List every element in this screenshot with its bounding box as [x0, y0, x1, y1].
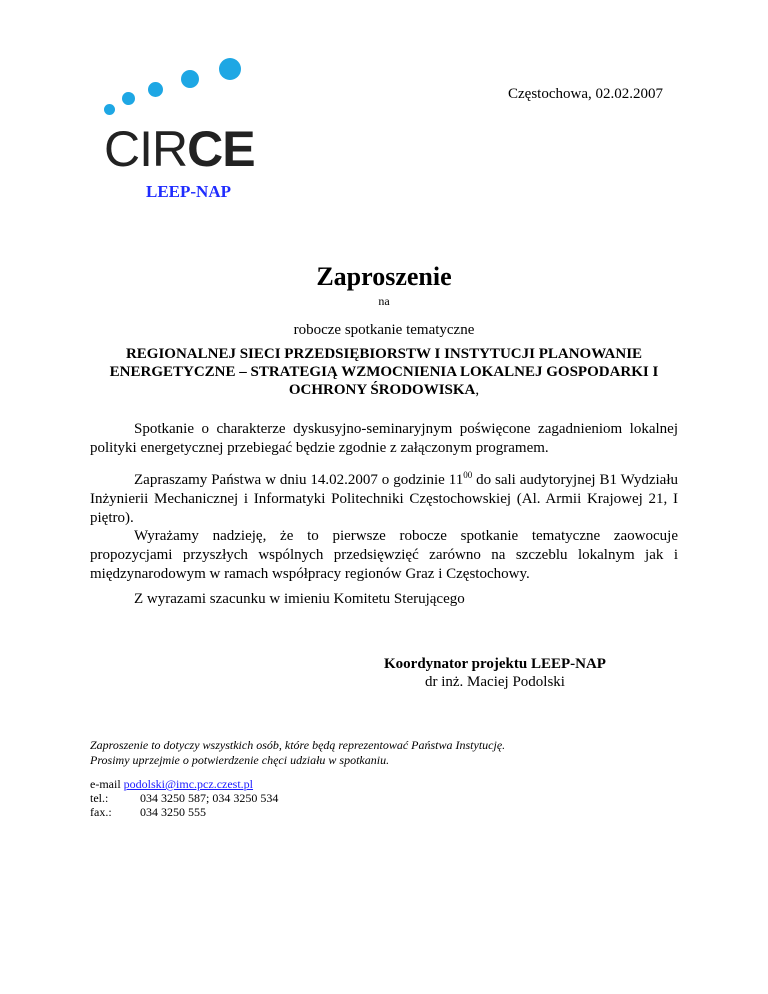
invitation-time-sup: 00: [463, 470, 473, 480]
logo-text-thin: CIR: [104, 121, 188, 177]
signature-role: Koordynator projektu LEEP-NAP: [384, 656, 606, 672]
place-date: Częstochowa, 02.02.2007: [508, 86, 663, 102]
tel-value: 034 3250 587; 034 3250 534: [140, 791, 279, 805]
confirmation-note: [90, 738, 505, 768]
logo-dot: [122, 92, 135, 105]
paragraph-purpose: Spotkanie o charakterze dyskusyjno-seminaryjnym poświęcone zagadnieniom lokalnej polityki energetycznej przebiegać będzie zgodnie z załączonym programem.: [90, 421, 678, 456]
title-sub: na: [378, 294, 390, 308]
email-row: [90, 777, 278, 791]
signature-name: dr inż. Maciej Podolski: [424, 674, 565, 690]
logo-dot: [181, 70, 199, 88]
invitation-text-after: do sali audytoryjnej B1 Wydziału Inżynierii Mechanicznej i Informatyki Politechniki Częstochowskiej (Al. Armii Krajowej 21, I piętro).: [90, 472, 678, 526]
invitation-text-before: Zapraszamy Państwa w dniu 14.02.2007 o godzinie 11: [134, 472, 464, 488]
signature-block: [384, 655, 606, 691]
paragraph-invitation: [90, 466, 678, 528]
logo-wordmark: [104, 121, 255, 177]
note-line-2: Prosimy uprzejmie o potwierdzenie chęci udziału w spotkaniu.: [90, 753, 390, 767]
fax-row: [90, 805, 278, 819]
fax-value: 034 3250 555: [140, 805, 206, 819]
paragraph-hope: Wyrażamy nadzieję, że to pierwsze robocze spotkanie tematyczne zaowocuje propozycjami przyszłych wspólnych przedsięwzięć zarówno na szczeblu lokalnym jak i międzynarodowym w ramach współpracy regionów Graz i Częstochowy.: [90, 528, 678, 582]
project-name: LEEP-NAP: [146, 182, 231, 201]
heading-text: REGIONALNEJ SIECI PRZEDSIĘBIORSTW I INSTYTUCJI PLANOWANIE ENERGETYCZNE – STRATEGIĄ WZMOCNIENIA LOKALNEJ GOSPODARKI I OCHRONY ŚRODOWISKA: [109, 346, 659, 398]
email-label: e-mail: [90, 777, 121, 791]
meeting-type: robocze spotkanie tematyczne: [293, 322, 475, 338]
document-title: Zaproszenie: [316, 262, 452, 291]
contact-details: [90, 777, 278, 819]
logo-dot: [148, 82, 163, 97]
note-line-1: Zaproszenie to dotyczy wszystkich osób, które będą reprezentować Państwa Instytucję.: [90, 738, 506, 752]
logo-dot: [219, 58, 241, 80]
network-heading: [80, 345, 688, 399]
tel-row: [90, 791, 278, 805]
heading-suffix: ,: [475, 382, 480, 398]
tel-label: tel.:: [90, 791, 109, 805]
logo-dot: [104, 104, 115, 115]
logo-text-bold: CE: [187, 121, 255, 177]
fax-label: fax.:: [90, 805, 112, 819]
circe-logo: [104, 56, 294, 177]
closing-line: Z wyrazami szacunku w imieniu Komitetu Sterującego: [134, 591, 465, 607]
email-link[interactable]: podolski@imc.pcz.czest.pl: [123, 777, 254, 791]
